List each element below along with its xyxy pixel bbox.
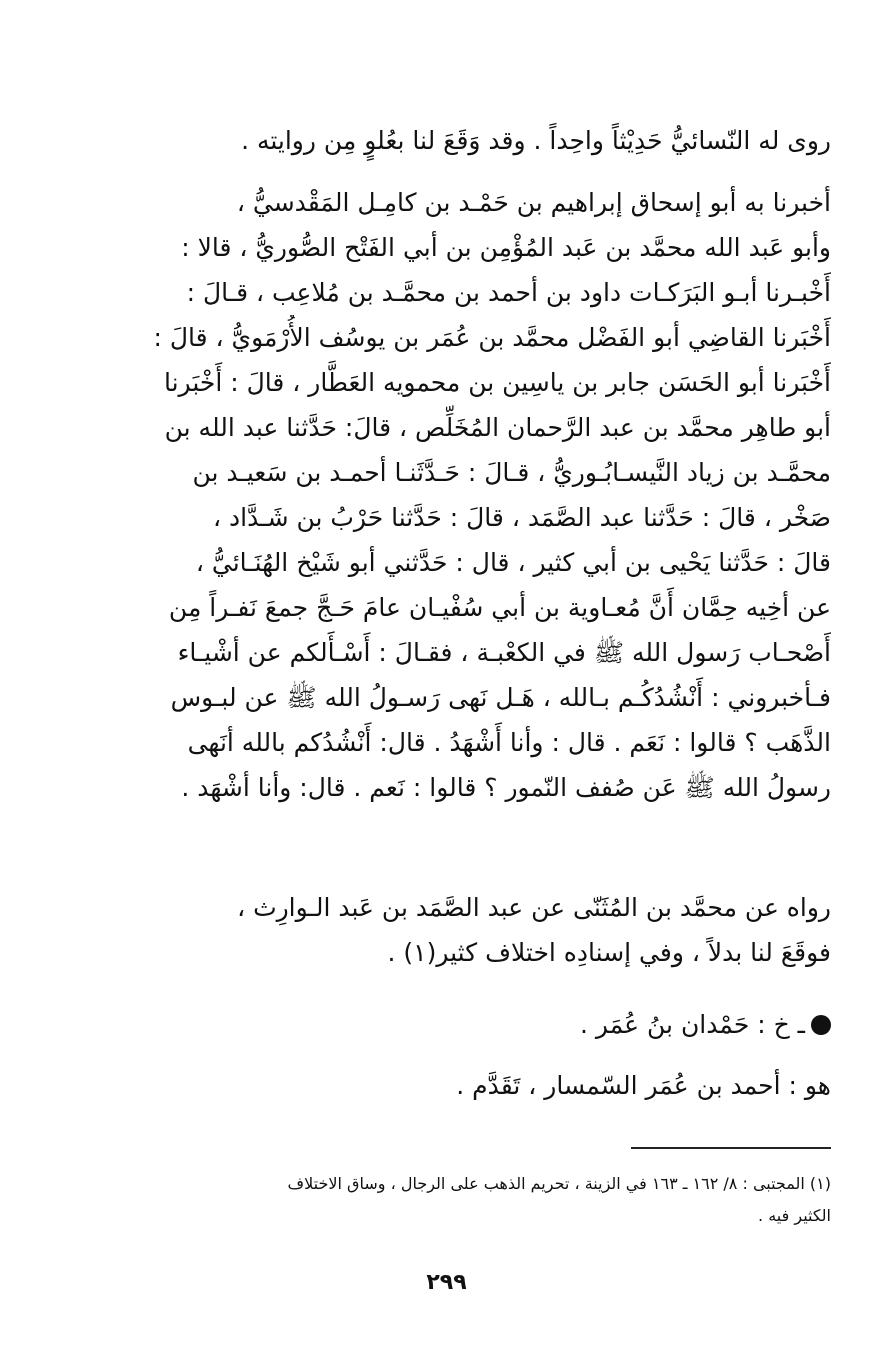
text-line: قالَ : حَدَّثنا يَحْيى بن أبي كثير ، قال : حَدَّثني أبو شَيْخ الهُنَـائيُّ ، <box>195 548 831 577</box>
text-line: صَخْر ، قالَ : حَدَّثنا عبد الصَّمَد ، قالَ : حَدَّثنا حَرْبُ بن شَـدَّاد ، <box>213 503 831 532</box>
entry-heading-text: ـ خ : حَمْدان بنُ عُمَر . <box>580 1010 805 1039</box>
text-line: فوقَعَ لنا بدلاً ، وفي إسنادِه اختلاف كثير(١) . <box>387 938 831 967</box>
text-line: أَخْبـرنا أبـو البَرَكـات داود بن أحمد بن محمَّـد بن مُلاعِب ، قـالَ : <box>186 278 831 307</box>
text-line: الذَّهَب ؟ قالوا : نَعَم . قال : وأنا أَشْهَدُ . قال: أَنْشُدُكم بالله أنَهى <box>187 728 831 757</box>
text-line: رواه عن محمَّد بن المُثَنّى عن عبد الصَّمَد بن عَبد الـوارِث ، <box>237 893 831 922</box>
text-line: أَخْبَرنا القاضِي أبو الفَضْل محمَّد بن عُمَر بن يوسُف الأُرْمَويُّ ، قالَ : <box>153 323 831 352</box>
entry-heading <box>580 1002 831 1047</box>
footnote-divider <box>631 1147 831 1149</box>
bullet-icon <box>811 1015 831 1035</box>
text-line: أَخْبَرنا أبو الحَسَن جابر بن ياسِين بن محمويه العَطَّار ، قالَ : أَخْبَرنا <box>163 368 831 397</box>
text-line: أَصْحـاب رَسول الله ﷺ في الكعْبـة ، فقـالَ : أَسْـأَلكم عن أشْيـاء <box>177 638 831 667</box>
text-line: وأبو عَبد الله محمَّد بن عَبد المُؤْمِن بن أبي الفَتْح الصُّوريُّ ، قالا : <box>181 233 831 262</box>
text-line: عن أخِيه حِمَّان أَنَّ مُعـاوية بن أبي سُفْيـان عامَ حَـجَّ جمعَ نَفـراً مِن <box>168 593 831 622</box>
footnote-line: (١) المجتبى : ٨/ ١٦٢ ـ ١٦٣ في الزينة ، تحريم الذهب على الرجال ، وساق الاختلاف <box>287 1174 831 1193</box>
footnote-line: الكثير فيه . <box>758 1206 831 1225</box>
paragraph-isnad <box>62 180 831 810</box>
paragraph-narration <box>62 118 831 163</box>
text-line: أبو طاهِر محمَّد بن عبد الرَّحمان المُخَلِّص ، قالَ: حَدَّثنا عبد الله بن <box>164 413 831 442</box>
paragraph-narration-note <box>62 885 831 975</box>
text-line: محمَّـد بن زياد النَّيسـابُـوريُّ ، قـالَ : حَـدَّثَنـا أحمـد بن سَعيـد بن <box>192 458 831 487</box>
text-line: فـأخبروني : أَنْشُدُكُـم بـالله ، هَـل نَهى رَسـولُ الله ﷺ عن لبـوس <box>170 683 831 712</box>
text-line: رسولُ الله ﷺ عَن صُفف النّمور ؟ قالوا : نَعم . قال: وأنا أشْهَد . <box>181 773 831 802</box>
paragraph-entry <box>62 1063 831 1108</box>
text-line: روى له النّسائيُّ حَدِيْثاً واحِداً . وقد وَقَعَ لنا بعُلوٍ مِن روايته . <box>241 126 831 155</box>
text-line: أخبرنا به أبو إسحاق إبراهيم بن حَمْـد بن كامِـل المَقْدسيُّ ، <box>236 188 831 217</box>
page-number: ٢٩٩ <box>426 1270 467 1295</box>
footnote <box>62 1168 831 1232</box>
text-line: هو : أحمد بن عُمَر السّمسار ، تَقَدَّم . <box>456 1071 831 1100</box>
